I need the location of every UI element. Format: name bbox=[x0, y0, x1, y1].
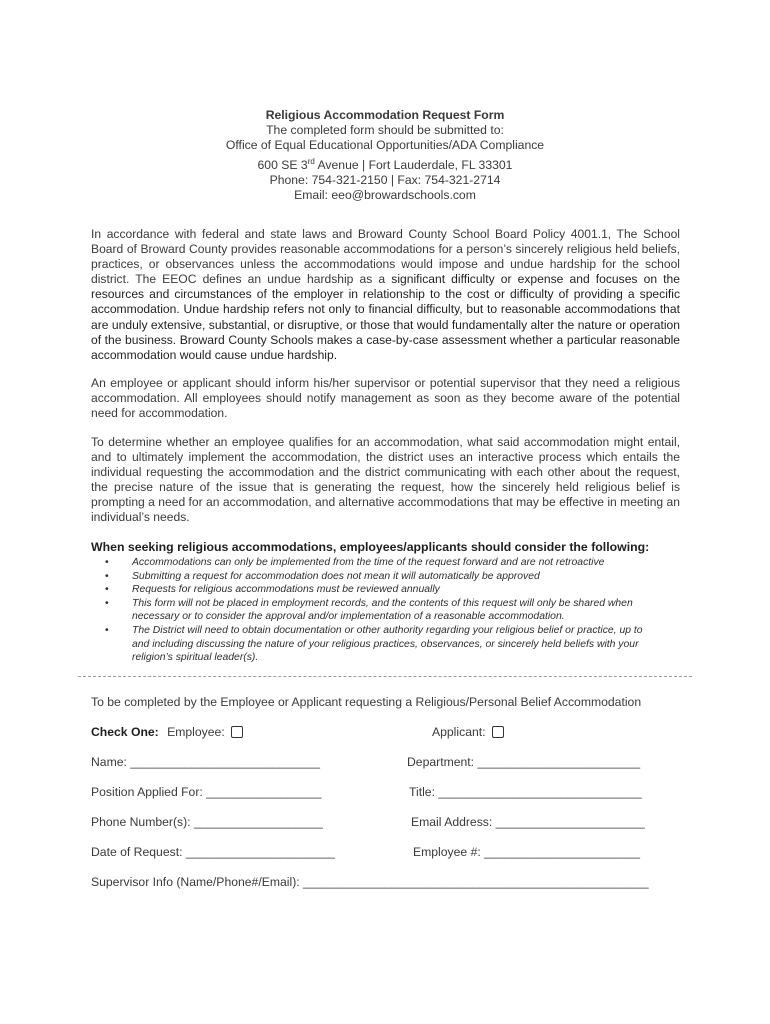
form-header bbox=[0, 108, 770, 203]
email-field[interactable]: Email Address: ______________________ bbox=[411, 815, 645, 829]
section-divider bbox=[78, 676, 692, 677]
applicant-checkbox[interactable] bbox=[492, 726, 504, 738]
list-item: • Accommodations can only be implemented from the time of the request forward and are not retroactive bbox=[105, 557, 605, 568]
supervisor-field[interactable]: Supervisor Info (Name/Phone#/Email): ___________________________________________________ bbox=[91, 875, 649, 889]
applicant-row bbox=[432, 725, 504, 739]
office-phone-fax: Phone: 754-321-2150 | Fax: 754-321-2714 bbox=[269, 172, 501, 187]
list-item: • This form will not be placed in employment records, and the contents of this request will only be shared when necessary or to consider the approval and/or implementation of a reasonable accommodation. bbox=[105, 597, 633, 623]
office-name: Office of Equal Educational Opportunities/ADA Compliance bbox=[225, 138, 545, 153]
date-field[interactable]: Date of Request: ______________________ bbox=[91, 845, 335, 859]
considerations-heading: When seeking religious accommodations, employees/applicants should consider the following: bbox=[91, 540, 650, 554]
policy-paragraph: In accordance with federal and state laws and Broward County School Board Policy 4001.1, The School Board of Broward County provides reasonable accommodations for a person’s sincerely religious held beliefs, practices, or observances unless the accommodations would impose and undue hardship for the school district. The EEOC defines an undue hardship as a significant difficulty or expense and focuses on the resources and circumstances of the employer in relationship to the cost or difficulty of providing a specific accommodation. Undue hardship refers not only to financial difficulty, but to reasonable accommodations that are unduly extensive, substantial, or disruptive, or those that would fundamentally alter the nature or operation of the business. Broward County Schools makes a case-by-case assessment whether a particular reasonable accommodation would cause undue hardship. bbox=[91, 227, 680, 362]
office-email: Email: eeo@browardschools.com bbox=[294, 188, 476, 203]
employee-number-field[interactable]: Employee #: _______________________ bbox=[413, 845, 641, 859]
applicant-label: Applicant: bbox=[432, 725, 486, 739]
notify-paragraph: An employee or applicant should inform his/her supervisor or potential supervisor that they need a religious accommodation. All employees should notify management as soon as they become aware of the potential need for accommodation. bbox=[91, 376, 680, 421]
position-field[interactable]: Position Applied For: _________________ bbox=[91, 785, 322, 799]
considerations-list bbox=[91, 556, 651, 665]
submit-to-line: The completed form should be submitted to: bbox=[266, 123, 504, 138]
form-title: Religious Accommodation Request Form bbox=[265, 108, 505, 122]
form-intro: To be completed by the Employee or Applicant requesting a Religious/Personal Belief Accommodation bbox=[91, 695, 642, 709]
list-item: • The District will need to obtain documentation or other authority regarding your religious belief or practice, up to and including discussing the nature of your religious practices, observances, or sincerely held beliefs with your religion’s spiritual leader(s). bbox=[105, 624, 643, 664]
office-address: 600 SE 3rd Avenue | Fort Lauderdale, FL 33301 bbox=[257, 156, 513, 172]
interactive-process-paragraph: To determine whether an employee qualifies for an accommodation, what said accommodation might entail, and to ultimately implement the accommodation, the district uses an interactive process which entails the individual requesting the accommodation and the district communicating with each other about the request, the precise nature of the issue that is generating the request, how the sincerely held religious belief is prompting a need for an accommodation, and alternative accommodations that may be effective in meeting an individual’s needs. bbox=[91, 435, 680, 525]
phone-field[interactable]: Phone Number(s): ___________________ bbox=[91, 815, 323, 829]
list-item: • Requests for religious accommodations must be reviewed annually bbox=[105, 584, 440, 596]
employee-checkbox[interactable] bbox=[231, 726, 243, 738]
check-one-row bbox=[91, 725, 243, 739]
list-item: • Submitting a request for accommodation does not mean it will automatically be approved bbox=[105, 570, 540, 582]
name-field[interactable]: Name: ____________________________ bbox=[91, 755, 321, 769]
check-one-label: Check One: bbox=[91, 725, 159, 739]
employee-label: Employee: bbox=[167, 725, 225, 739]
department-field[interactable]: Department: ________________________ bbox=[407, 755, 641, 769]
title-field[interactable]: Title: ______________________________ bbox=[409, 785, 642, 799]
